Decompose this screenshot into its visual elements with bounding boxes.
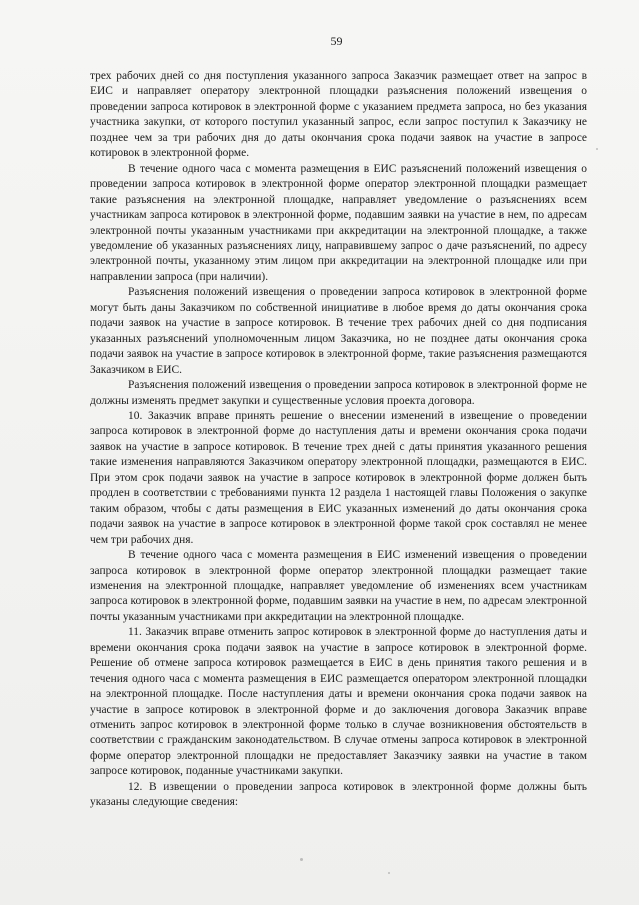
paragraph-4: Разъяснения положений извещения о проведении запроса котировок в электронной форме не должны изменять предмет закупки и существенные условия проекта договора. <box>90 379 587 407</box>
scan-speck <box>300 858 303 861</box>
page-number: 59 <box>330 34 343 48</box>
paragraph-5: 10. Заказчик вправе принять решение о внесении изменений в извещение о проведении запроса котировок в электронной форме до наступления даты и времени окончания срока подачи заявок на участие в запросе котировок. В течение трех дней с даты принятия указанного решения такие изменения направляются Заказчиком оператору электронной площадки, размещаются в ЕИС. При этом срок подачи заявок на участие в запросе котировок в электронной форме должен быть продлен в соответствии с требованиями пункта 12 раздела 1 настоящей главы Положения о закупке таким образом, чтобы с даты размещения в ЕИС указанных изменений до даты окончания срока подачи заявок на участие в запросе котировок в электронной форме такой срок составлял не менее чем три рабочих дня. <box>90 409 587 546</box>
scan-speck <box>388 872 390 874</box>
paragraph-2: В течение одного часа с момента размещения в ЕИС разъяснений положений извещения о проведении запроса котировок в электронной форме оператор электронной площадки размещает такие разъяснения на электронной площадке, направляет уведомление о разъяснениях всем участникам запроса котировок в электронной форме, подавшим заявки на участие в нем, по адресам электронной почты указанным участниками при аккредитации на электронной площадке, а также уведомление об указанных разъяснениях лицу, направившему запрос о даче разъяснений, по адресу электронной почты, указанному этим лицом при аккредитации на электронной площадке или при направлении запроса (при наличии). <box>90 162 587 283</box>
paragraph-7: 11. Заказчик вправе отменить запрос котировок в электронной форме до наступления даты и времени окончания срока подачи заявок на участие в запросе котировок в электронной форме. Решение об отмене запроса котировок размещается в ЕИС в день принятия такого решения и в течения одного часа с момента размещения в ЕИС размещается оператором электронной площадки на электронной площадке. После наступления даты и времени окончания срока подачи заявок на участие в запросе котировок в электронной форме и до заключения договора Заказчик вправе отменить запрос котировок в электронной форме только в случае возникновения обстоятельств в соответствии с гражданским законодательством. В случае отмены запроса котировок в электронной форме оператор электронной площадки не предоставляет Заказчику заявки на участие в таком запросе котировок, поданные участниками закупки. <box>90 626 587 778</box>
paragraph-8: 12. В извещении о проведении запроса котировок в электронной форме должны быть указаны следующие сведения: <box>90 780 587 809</box>
paragraph-3: Разъяснения положений извещения о проведении запроса котировок в электронной форме могут быть даны Заказчиком по собственной инициативе в любое время до даты окончания срока подачи заявок на участие в запросе котировок. В течение трех рабочих дней со дня подписания указанных разъяснений уполномоченным лицом Заказчика, но не позднее даты окончания срока подачи заявок на участие в запросе котировок в электронной форме, такие разъяснения размещаются Заказчиком в ЕИС. <box>90 286 587 376</box>
paragraph-1: трех рабочих дней со дня поступления указанного запроса Заказчик размещает ответ на запрос в ЕИС и направляет оператору электронной площадки разъяснения положений извещения о проведении запроса котировок в электронной форме с указанием предмета запроса, но без указания участника закупки, от которого поступил указанный запрос, если запрос поступил к Заказчику не позднее чем за три рабочих дня до даты окончания срока подачи заявок на участие в запросе котировок в электронной форме. <box>90 70 587 160</box>
scan-speck <box>596 148 598 150</box>
paragraph-6: В течение одного часа с момента размещения в ЕИС изменений извещения о проведении запроса котировок в электронной форме оператор электронной площадки размещает такие изменения на электронной площадке, направляет уведомление об изменениях всем участникам запроса котировок в электронной форме, подавшим заявки на участие в нем, по адресам электронной почты указанным участниками при аккредитации на электронной площадке. <box>90 549 587 623</box>
